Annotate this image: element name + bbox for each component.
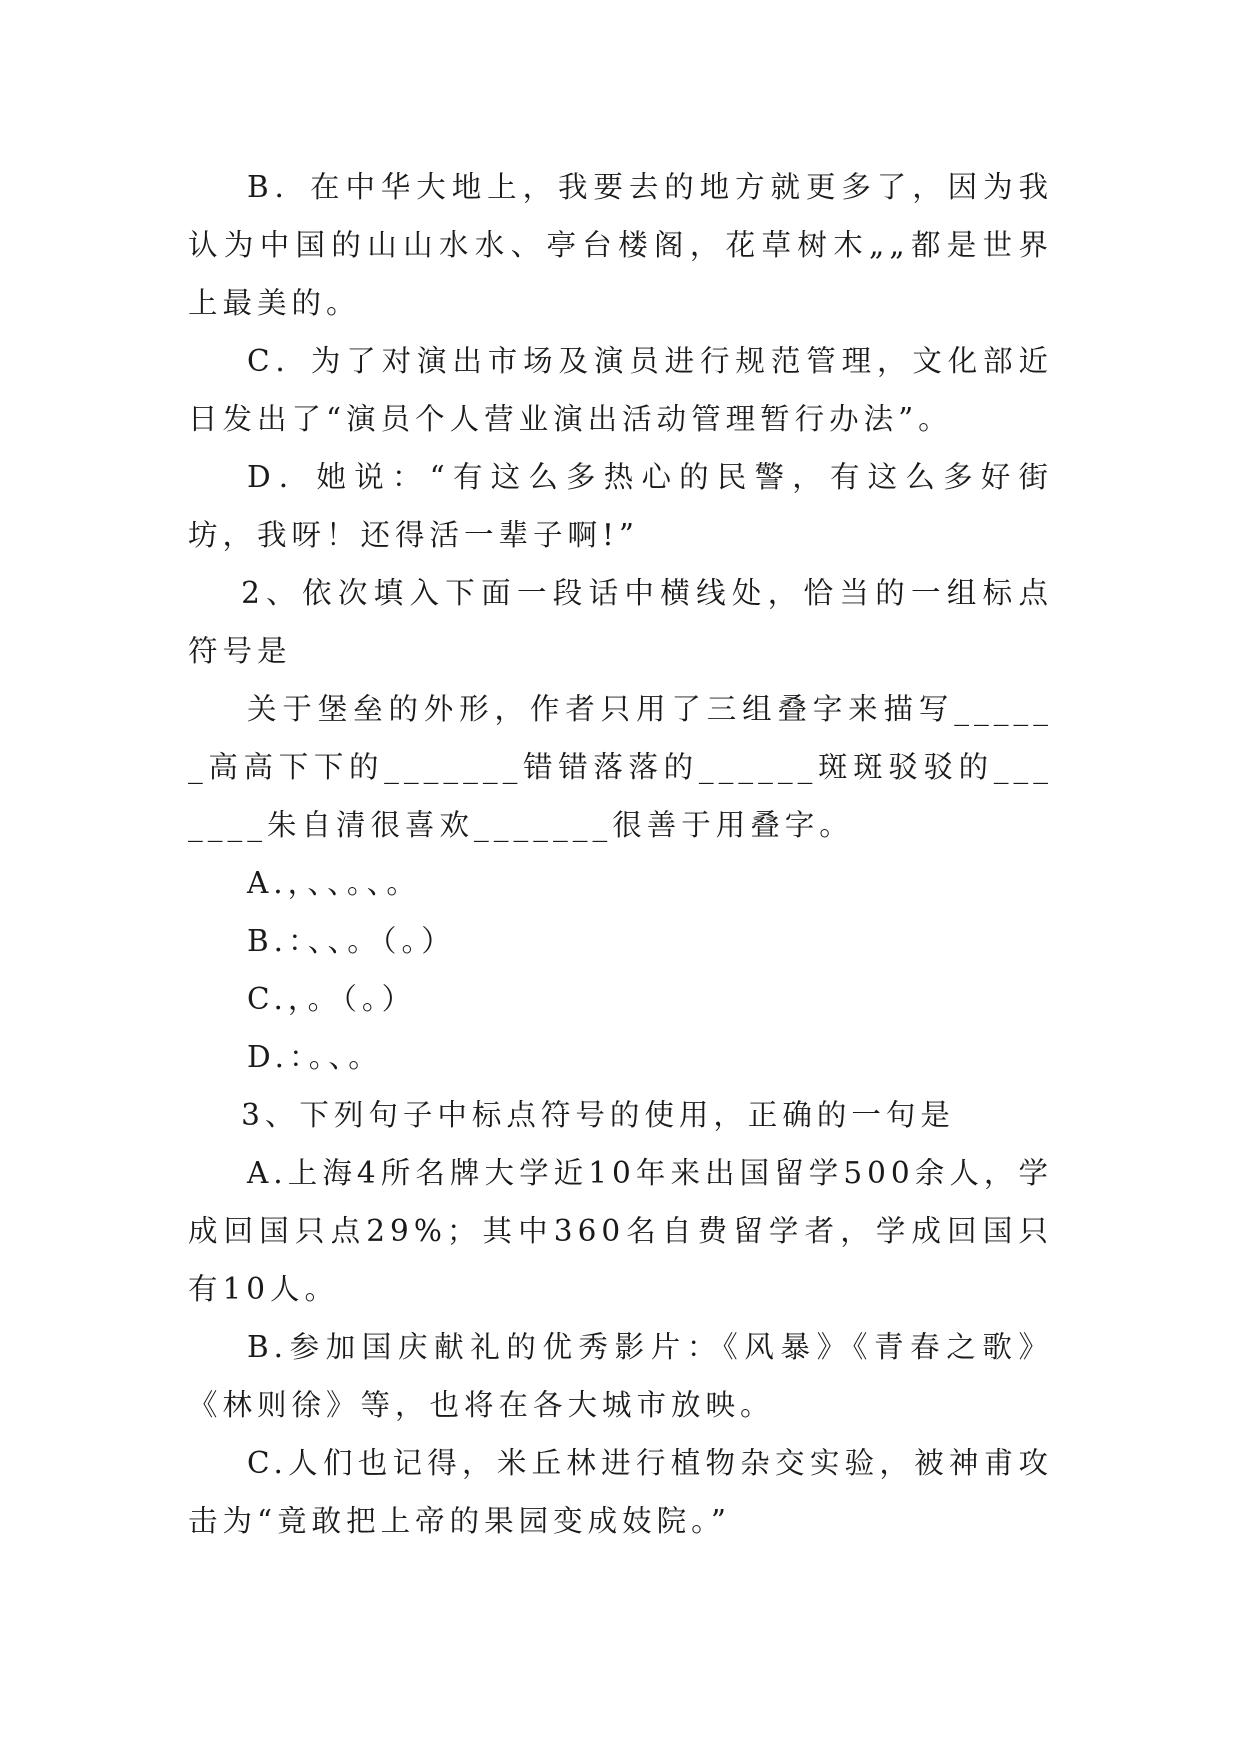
question-2-stem: 2、依次填入下面一段话中横线处，恰当的一组标点符号是 [188, 576, 1053, 668]
question-3-option-b: B.参加国庆献礼的优秀影片：《风暴》《青春之歌》《林则徐》等，也将在各大城市放映。 [188, 1330, 1053, 1422]
question-3-stem: 3、下列句子中标点符号的使用，正确的一句是 [241, 1098, 955, 1132]
question-2-option-b: B.：、、。（。） [247, 924, 456, 958]
question-2-option-a: A.，、、。、。 [247, 866, 421, 900]
question-2-option-d: D.：。、。 [247, 1040, 383, 1074]
document-body [188, 158, 1053, 1550]
option-d-paragraph: D．她说：“有这么多热心的民警，有这么多好街坊，我呀！还得活一辈子啊!” [188, 460, 1053, 552]
question-3-option-c: C.人们也记得，米丘林进行植物杂交实验，被神甫攻击为“竟敢把上帝的果园变成妓院。” [188, 1446, 1053, 1538]
option-b-paragraph: B．在中华大地上，我要去的地方就更多了，因为我认为中国的山山水水、亭台楼阁，花草树木„„都是世界上最美的。 [188, 170, 1053, 320]
question-3-option-a: A.上海4所名牌大学近10年来出国留学500余人，学成回国只点29%；其中360名自费留学者，学成回国只有10人。 [188, 1156, 1053, 1306]
question-2-passage: 关于堡垒的外形，作者只用了三组叠字来描写______高高下下的_______错错落落的______斑斑驳驳的_______朱自清很喜欢_______很善于用叠字。 [188, 692, 1053, 842]
question-2-option-c: C.，。（。） [247, 982, 417, 1016]
option-c-paragraph: C．为了对演出市场及演员进行规范管理，文化部近日发出了“演员个人营业演出活动管理暂行办法”。 [188, 344, 1053, 436]
